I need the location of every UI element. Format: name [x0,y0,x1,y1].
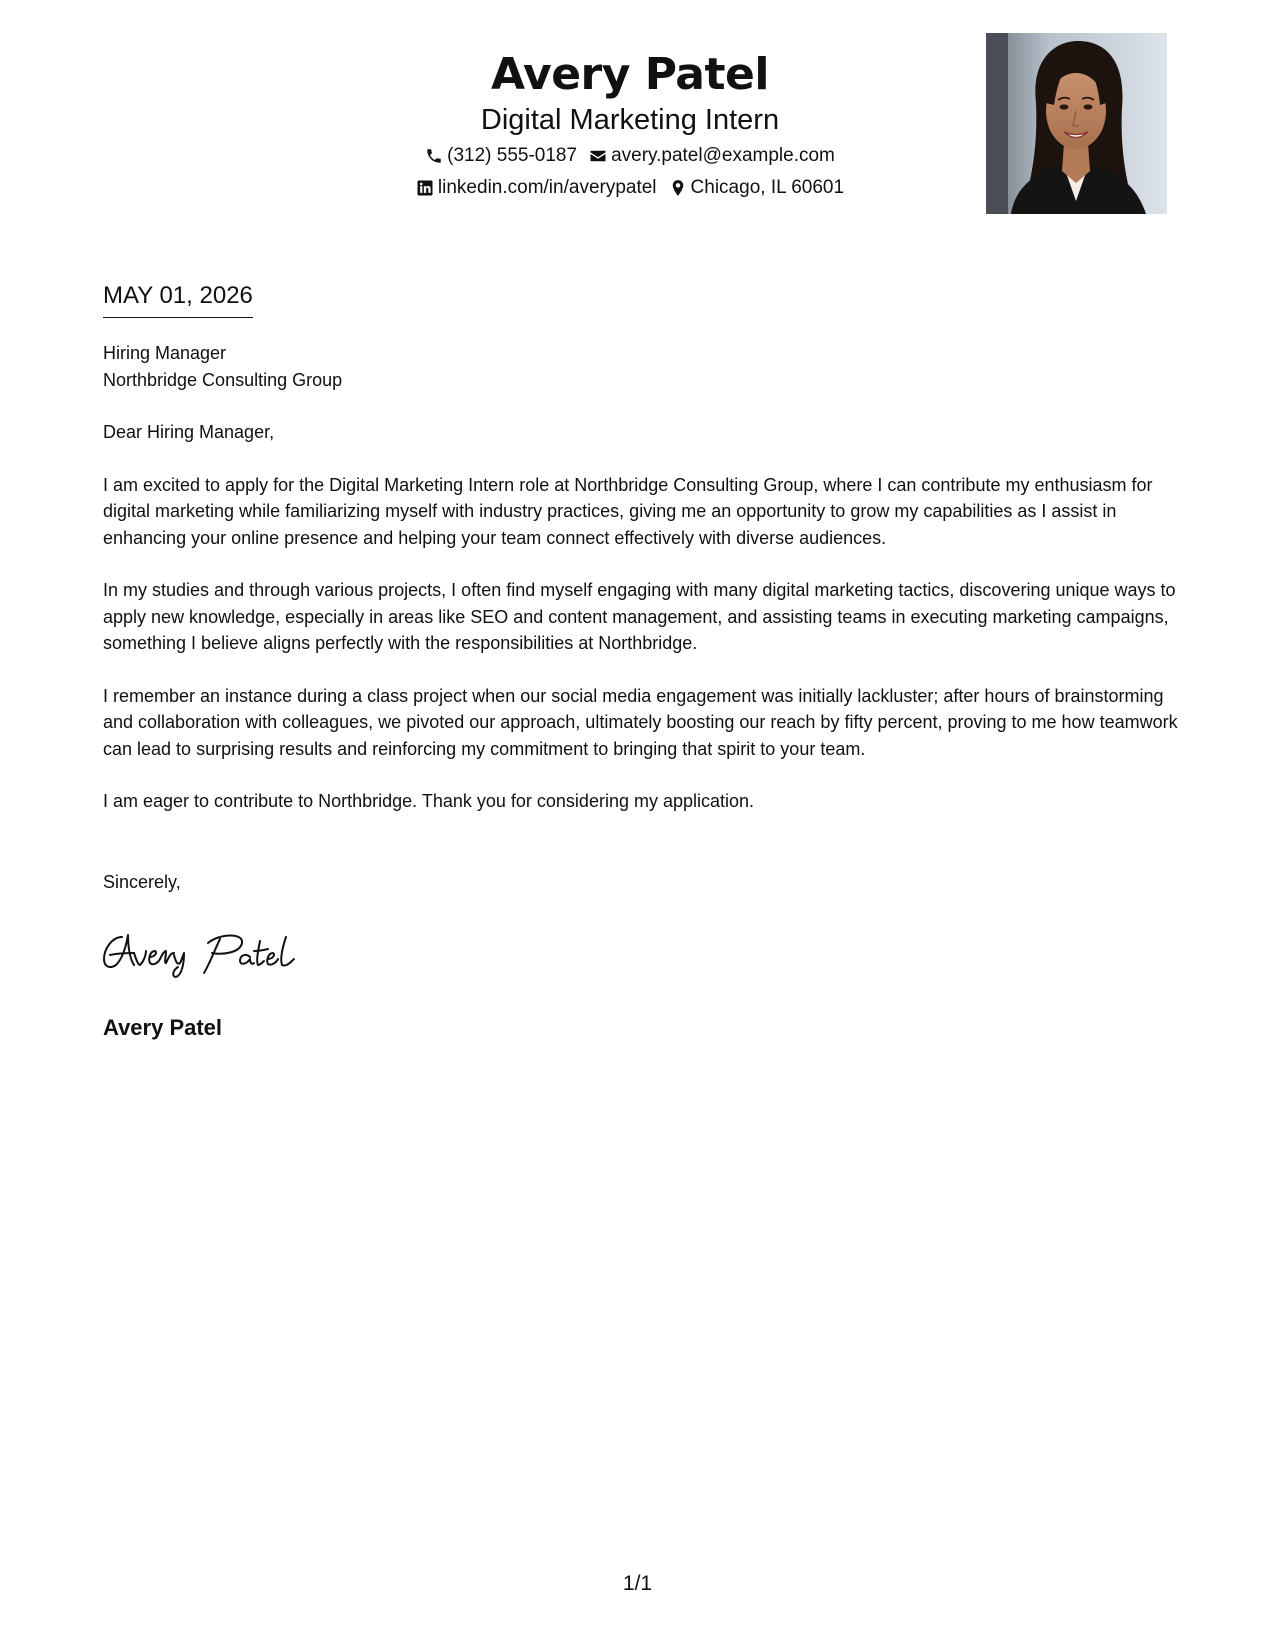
page-number: 1/1 [622,1572,653,1595]
envelope-icon [589,147,607,165]
paragraph-1: I am excited to apply for the Digital Marketing Intern role at Northbridge Consulting Group, where I can contribute my enthusiasm for digital marketing while familiarizing myself with industry practices, giving me an opportunity to grow my capabilities as I assist in enhancing your online presence and helping your team connect effectively with diverse audiences. [103,474,1153,548]
contact-row-2 [300,172,960,204]
phone-text: (312) 555-0187 [447,145,578,166]
portrait-photo [986,33,1167,214]
letter-body [103,419,1183,841]
signed-name: Avery Patel [103,1015,223,1040]
linkedin-text[interactable]: linkedin.com/in/averypatel [437,177,657,198]
linkedin-icon [416,179,434,197]
contact-email[interactable] [589,140,835,172]
contact-location [669,172,845,204]
location-text: Chicago, IL 60601 [690,177,845,198]
contact-phone [425,140,577,172]
recipient-block [103,340,342,394]
salutation: Dear Hiring Manager, [103,422,275,442]
header [300,48,960,204]
paragraph-3: I remember an instance during a class project when our social media engagement was initially lackluster; after hours of brainstorming and collaboration with colleagues, we pivoted our approach, ultimately boosting our reach by fifty percent, proving to me how teamwork can lead to surprising results and reinforcing my commitment to bringing that spirit to your team. [103,685,1178,759]
contact-linkedin[interactable] [416,172,657,204]
applicant-role: Digital Marketing Intern [480,104,780,136]
recipient-title: Hiring Manager [103,343,227,363]
handwritten-signature [100,923,320,979]
map-pin-icon [669,179,687,197]
contact-row-1 [300,140,960,172]
phone-icon [425,147,443,165]
recipient-company: Northbridge Consulting Group [103,370,343,390]
applicant-name: Avery Patel [491,49,769,100]
paragraph-4: I am eager to contribute to Northbridge. Thank you for considering my application. [103,791,755,811]
email-text[interactable]: avery.patel@example.com [611,145,835,166]
letter-date: MAY 01, 2026 [103,279,253,318]
closing: Sincerely, [103,872,181,892]
paragraph-2: In my studies and through various projects, I often find myself engaging with many digital marketing tactics, discovering unique ways to apply new knowledge, especially in areas like SEO and content management, and assisting teams in executing marketing campaigns, something I believe aligns perfectly with the responsibilities at Northbridge. [103,580,1176,653]
